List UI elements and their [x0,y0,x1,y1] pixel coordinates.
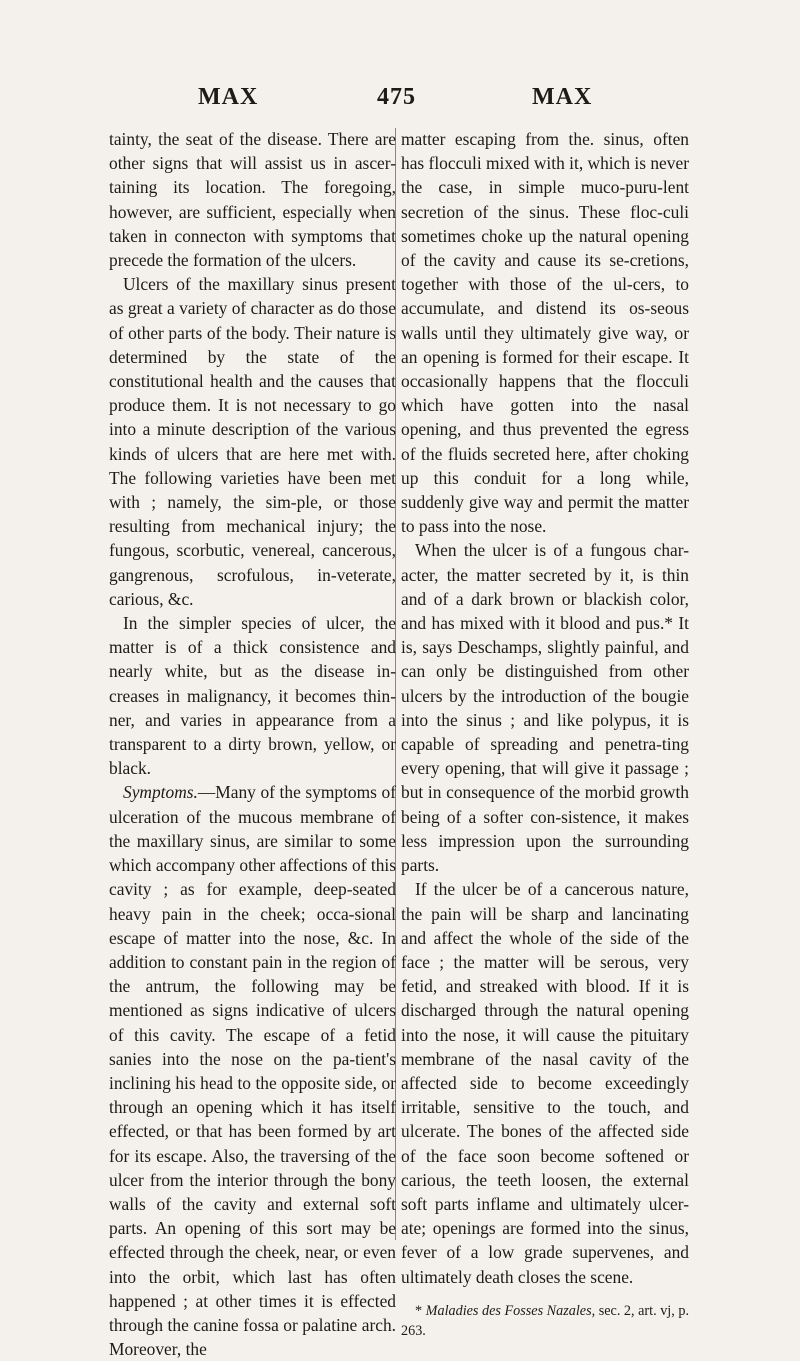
right-column [401,127,689,1341]
right-paragraph-3: If the ulcer be of a cancerous nature, the pain will be sharp and lancinating and affect the whole of the side of the face ; the matter will be serous, very fetid, and streaked with blood. If it is discharged through the natural opening into the nose, it will cause the pituitary membrane of the nasal cavity of the affected side to become exceedingly irritable, sensitive to the touch, and ulcerate. The bones of the affected side of the face soon become softened or carious, the teeth loosen, the external soft parts inflame and ultimately ulcer-ate; openings are formed into the sinus, fever of a low grade supervenes, and ultimately death closes the scene. [401,879,689,1287]
footnote-mark: * [415,1302,426,1319]
running-header [0,84,800,118]
right-paragraph-2: When the ulcer is of a fungous char-acter, the matter secreted by it, is thin and of a dark brown or blackish color, and has mixed with it blood and pus.* It is, says Deschamps, slightly painful, and can only be distinguished from other ulcers by the introduction of the bougie into the sinus ; and like polypus, it is capable of spreading and penetra-ting every opening, that will give it passage ; but in consequence of the morbid growth being of a softer con-sistence, it makes less impression upon the surrounding parts. [401,540,689,876]
symptoms-text: —Many of the symptoms of ulceration of the mucous membrane of the maxillary sinus, are similar to some which accompany other affections of this cavity ; as for example, deep-seated heavy pain in the cheek; occa-sional escape of matter into the nose, &c. In addition to constant pain in the region of the antrum, the following may be mentioned as signs indicative of ulcers of this cavity. The escape of a fetid sanies into the nose on the pa-tient's inclining his head to the opposite side, or through an opening which it has itself effected, or that has been formed by art for its escape. Also, the traversing of the ulcer from the interior through the bony walls of the cavity and external soft parts. An opening of this sort may be effected through the cheek, near, or even into the orbit, which last has often happened ; at other times it is effected through the canine fossa or palatine arch. Moreover, the [109,782,397,1360]
left-paragraph-1: tainty, the seat of the disease. There are other signs that will assist us in ascer-taining its location. The foregoing, however, are sufficient, especially when taken in connecton with symptoms that precede the formation of the ulcers. [109,129,396,271]
footnote [401,1301,689,1341]
page-number: 475 [377,84,416,110]
symptoms-heading: Symptoms. [123,782,198,803]
left-paragraph-4 [109,780,396,1361]
header-left-word: MAX [198,84,259,110]
footnote-citation: sec. 2, art. vj, p. 263. [401,1302,689,1339]
left-paragraph-2: Ulcers of the maxillary sinus present as great a variety of character as do those of other parts of the body. Their nature is determined by the state of the constitutional health and the causes that produce them. It is not necessary to go into a minute description of the various kinds of ulcers that are here met with. The following varieties have been met with ; namely, the sim-ple, or those resulting from mechanical injury; the fungous, scorbutic, venereal, cancerous, gangrenous, scrofulous, in-veterate, carious, &c. [109,274,396,609]
left-column [109,127,396,1361]
footnote-title: Maladies des Fosses Nazales, [425,1302,596,1319]
header-right-word: MAX [532,84,593,110]
left-paragraph-3: In the simpler species of ulcer, the matter is of a thick consistence and nearly white, but as the disease in-creases in malignancy, it becomes thin-ner, and varies in appearance from a transparent to a dirty brown, yellow, or black. [109,613,396,779]
right-paragraph-1: matter escaping from the. sinus, often has flocculi mixed with it, which is never the case, in simple muco-puru-lent secretion of the sinus. These floc-culi sometimes choke up the natural opening of the cavity and cause its se-cretions, together with those of the ul-cers, to accumulate, and distend its os-seous walls until they ultimately give way, or an opening is formed for their escape. It occasionally happens that the flocculi which have gotten into the nasal opening, and thus prevented the egress of the fluids secreted here, after choking up this conduit for a long while, suddenly give way and permit the matter to pass into the nose. [401,129,689,537]
